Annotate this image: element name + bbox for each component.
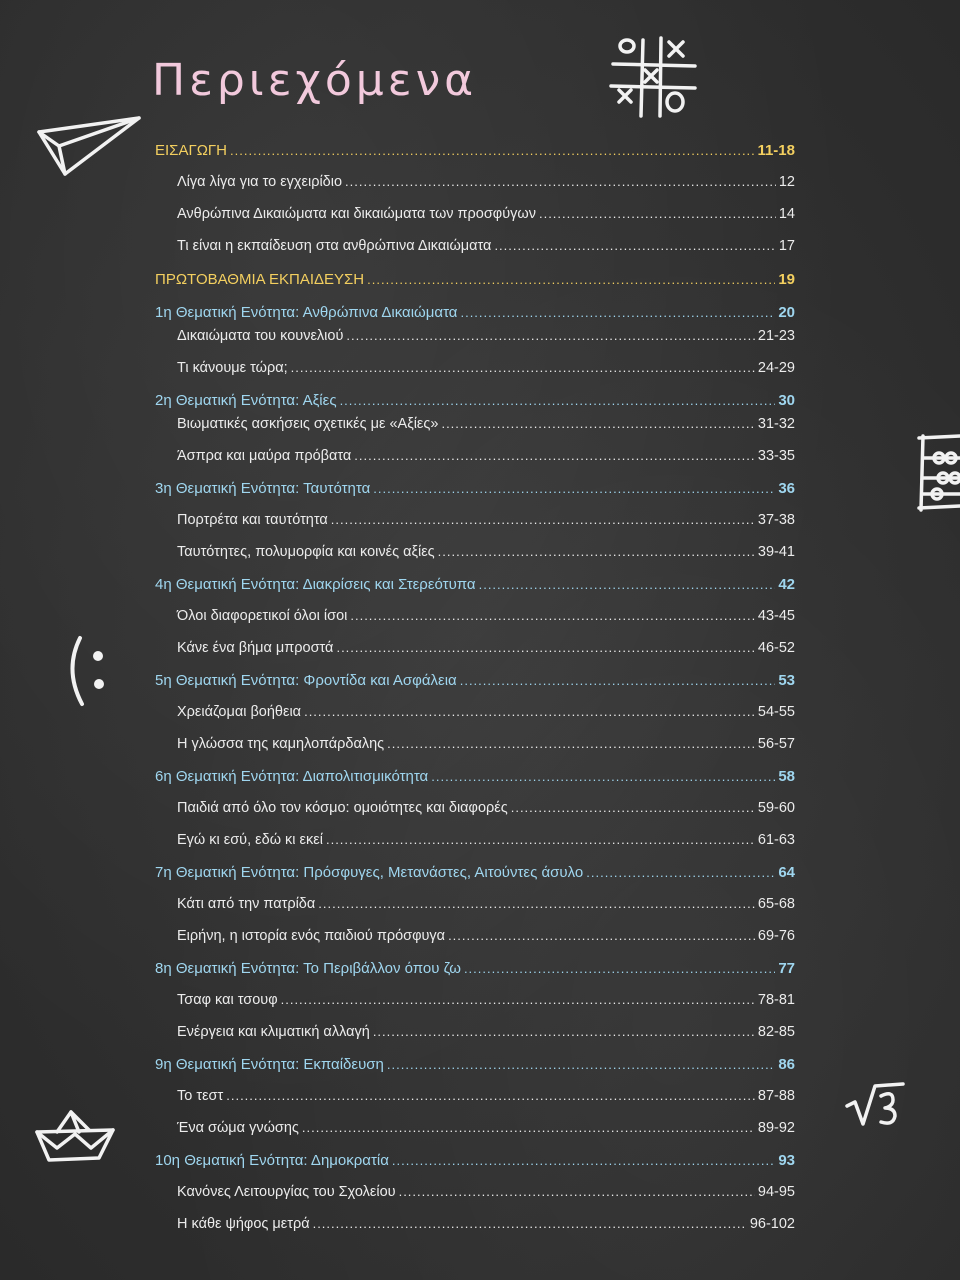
toc-unit-heading [155, 576, 795, 600]
abacus-icon [915, 430, 960, 515]
toc-entry [155, 174, 795, 198]
toc-leader-dots [302, 1121, 755, 1134]
toc-entry-label: Βιωματικές ασκήσεις σχετικές με «Αξίες» [177, 416, 439, 432]
toc-entry [155, 736, 795, 760]
toc-entry-page: 64 [778, 864, 795, 881]
toc-leader-dots [464, 962, 775, 975]
toc-entry [155, 608, 795, 632]
toc-entry-page: 58 [778, 768, 795, 785]
toc-entry-label: 10η Θεματική Ενότητα: Δημοκρατία [155, 1152, 389, 1169]
toc-leader-dots [346, 329, 755, 342]
toc-leader-dots [367, 273, 775, 286]
toc-entry-label: Τι είναι η εκπαίδευση στα ανθρώπινα Δικαιώματα [177, 238, 492, 254]
toc-entry-page: 89-92 [757, 1120, 795, 1136]
toc-entry-page: 69-76 [757, 928, 795, 944]
toc-leader-dots [387, 737, 755, 750]
toc-entry-page: 56-57 [757, 736, 795, 752]
toc-entry-label: Ταυτότητες, πολυμορφία και κοινές αξίες [177, 544, 435, 560]
toc-entry [155, 360, 795, 384]
toc-entry-label: 1η Θεματική Ενότητα: Ανθρώπινα Δικαιώματα [155, 304, 458, 321]
toc-leader-dots [441, 417, 754, 430]
toc-entry-page: 87-88 [757, 1088, 795, 1104]
toc-leader-dots [336, 641, 754, 654]
toc-entry-label: Τσαφ και τσουφ [177, 992, 278, 1008]
toc-leader-dots [460, 306, 775, 319]
paper-boat-icon [35, 1108, 115, 1168]
toc-entry-label: Παιδιά από όλο τον κόσμο: ομοιότητες και διαφορές [177, 800, 508, 816]
toc-entry-page: 54-55 [757, 704, 795, 720]
toc-entry-label: Ενέργεια και κλιματική αλλαγή [177, 1024, 370, 1040]
toc-entry [155, 640, 795, 664]
toc-entry [155, 448, 795, 472]
toc-entry-label: Κάνε ένα βήμα μπροστά [177, 640, 334, 656]
toc-unit-heading [155, 1152, 795, 1176]
toc-leader-dots [479, 578, 776, 591]
toc-entry-page: 39-41 [757, 544, 795, 560]
toc-unit-heading [155, 672, 795, 696]
toc-entry-page: 61-63 [757, 832, 795, 848]
toc-entry-page: 43-45 [757, 608, 795, 624]
toc-leader-dots [494, 239, 775, 252]
toc-entry-label: 5η Θεματική Ενότητα: Φροντίδα και Ασφάλεια [155, 672, 457, 689]
paper-plane-icon [35, 112, 145, 182]
toc-leader-dots [387, 1058, 775, 1071]
toc-entry [155, 1216, 795, 1240]
toc-entry-page: 19 [778, 271, 795, 288]
toc-leader-dots [460, 674, 776, 687]
toc-entry-page: 93 [778, 1152, 795, 1169]
toc-leader-dots [354, 449, 755, 462]
toc-entry-label: ΠΡΩΤΟΒΑΘΜΙΑ ΕΚΠΑΙΔΕΥΣΗ [155, 271, 365, 288]
toc-entry-page: 31-32 [757, 416, 795, 432]
toc-entry-page: 59-60 [757, 800, 795, 816]
toc-entry-page: 33-35 [757, 448, 795, 464]
toc-leader-dots [304, 705, 755, 718]
page-title: Περιεχόμενα [152, 55, 478, 106]
toc-entry-label: Η γλώσσα της καμηλοπάρδαλης [177, 736, 385, 752]
toc-entry-label: 6η Θεματική Ενότητα: Διαπολιτισμικότητα [155, 768, 429, 785]
toc-leader-dots [586, 866, 775, 879]
toc-unit-heading [155, 304, 795, 328]
toc-section-heading [155, 271, 795, 295]
toc-leader-dots [313, 1217, 747, 1230]
toc-leader-dots [511, 801, 755, 814]
toc-entry-page: 65-68 [757, 896, 795, 912]
toc-leader-dots [392, 1154, 775, 1167]
toc-entry-label: ΕΙΣΑΓΩΓΗ [155, 142, 228, 159]
toc-unit-heading [155, 480, 795, 504]
toc-entry-label: 3η Θεματική Ενότητα: Ταυτότητα [155, 480, 371, 497]
toc-entry-page: 24-29 [757, 360, 795, 376]
toc-entry-label: Ανθρώπινα Δικαιώματα και δικαιώματα των προσφύγων [177, 206, 536, 222]
toc-entry [155, 328, 795, 352]
toc-entry-label: Η κάθε ψήφος μετρά [177, 1216, 310, 1232]
toc-unit-heading [155, 960, 795, 984]
toc-entry-label: 7η Θεματική Ενότητα: Πρόσφυγες, Μετανάστες, Αιτούντες άσυλο [155, 864, 584, 881]
toc-entry [155, 704, 795, 728]
toc-unit-heading [155, 392, 795, 416]
toc-leader-dots [373, 1025, 755, 1038]
toc-entry-page: 77 [778, 960, 795, 977]
toc-entry-label: Εγώ κι εσύ, εδώ κι εκεί [177, 832, 323, 848]
toc-unit-heading [155, 864, 795, 888]
toc-entry [155, 896, 795, 920]
toc-entry-label: Λίγα λίγα για το εγχειρίδιο [177, 174, 343, 190]
square-root-icon [845, 1082, 905, 1130]
tic-tac-toe-icon [605, 32, 700, 122]
toc-leader-dots [281, 993, 755, 1006]
toc-entry [155, 1088, 795, 1112]
toc-entry-label: Κάτι από την πατρίδα [177, 896, 316, 912]
toc-entry-label: 8η Θεματική Ενότητα: Το Περιβάλλον όπου ζω [155, 960, 461, 977]
toc-entry-label: Ένα σώμα γνώσης [177, 1120, 299, 1136]
toc-entry-label: 2η Θεματική Ενότητα: Αξίες [155, 392, 337, 409]
toc-entry-label: Κανόνες Λειτουργίας του Σχολείου [177, 1184, 396, 1200]
toc-leader-dots [340, 394, 776, 407]
toc-entry-page: 53 [778, 672, 795, 689]
toc-leader-dots [539, 207, 776, 220]
toc-entry-page: 17 [778, 238, 795, 254]
toc-leader-dots [373, 482, 775, 495]
toc-entry-page: 42 [778, 576, 795, 593]
toc-entry-label: Ειρήνη, η ιστορία ενός παιδιού πρόσφυγα [177, 928, 446, 944]
toc-entry-page: 12 [778, 174, 795, 190]
toc-leader-dots [326, 833, 755, 846]
toc-leader-dots [399, 1185, 755, 1198]
toc-unit-heading [155, 768, 795, 792]
toc-entry-label: Όλοι διαφορετικοί όλοι ίσοι [177, 608, 348, 624]
toc-entry-label: Άσπρα και μαύρα πρόβατα [177, 448, 352, 464]
toc-entry-label: Τι κάνουμε τώρα; [177, 360, 288, 376]
toc-entry-page: 21-23 [757, 328, 795, 344]
toc-leader-dots [226, 1089, 755, 1102]
toc-leader-dots [448, 929, 755, 942]
toc-entry-label: Πορτρέτα και ταυτότητα [177, 512, 328, 528]
toc-leader-dots [318, 897, 755, 910]
toc-entry [155, 512, 795, 536]
toc-entry-page: 94-95 [757, 1184, 795, 1200]
smiley-icon [62, 632, 112, 712]
toc-entry [155, 992, 795, 1016]
toc-entry [155, 1024, 795, 1048]
toc-leader-dots [431, 770, 775, 783]
toc-leader-dots [291, 361, 755, 374]
toc-leader-dots [230, 144, 754, 157]
toc-leader-dots [331, 513, 755, 526]
toc-leader-dots [438, 545, 755, 558]
toc-entry-page: 78-81 [757, 992, 795, 1008]
toc-entry [155, 1184, 795, 1208]
toc-entry-label: Χρειάζομαι βοήθεια [177, 704, 302, 720]
toc-entry [155, 832, 795, 856]
toc-entry-page: 30 [778, 392, 795, 409]
toc-entry-label: Το τεστ [177, 1088, 224, 1104]
toc-entry-page: 46-52 [757, 640, 795, 656]
toc-entry-page: 20 [778, 304, 795, 321]
toc-unit-heading [155, 1056, 795, 1080]
toc-entry-page: 82-85 [757, 1024, 795, 1040]
toc-entry [155, 1120, 795, 1144]
toc-entry [155, 928, 795, 952]
toc-entry [155, 544, 795, 568]
toc-entry-page: 37-38 [757, 512, 795, 528]
toc-section-heading [155, 142, 795, 166]
toc-entry-label: 9η Θεματική Ενότητα: Εκπαίδευση [155, 1056, 384, 1073]
toc-entry [155, 800, 795, 824]
toc-entry-page: 86 [778, 1056, 795, 1073]
toc-entry [155, 416, 795, 440]
toc-leader-dots [345, 175, 776, 188]
toc-entry-page: 96-102 [749, 1216, 795, 1232]
toc-entry-page: 14 [778, 206, 795, 222]
toc-leader-dots [350, 609, 755, 622]
toc-entry-label: 4η Θεματική Ενότητα: Διακρίσεις και Στερεότυπα [155, 576, 476, 593]
toc-entry [155, 206, 795, 230]
toc-entry-page: 11-18 [757, 142, 795, 159]
toc-entry [155, 238, 795, 262]
toc-entry-label: Δικαιώματα του κουνελιού [177, 328, 344, 344]
toc-entry-page: 36 [778, 480, 795, 497]
